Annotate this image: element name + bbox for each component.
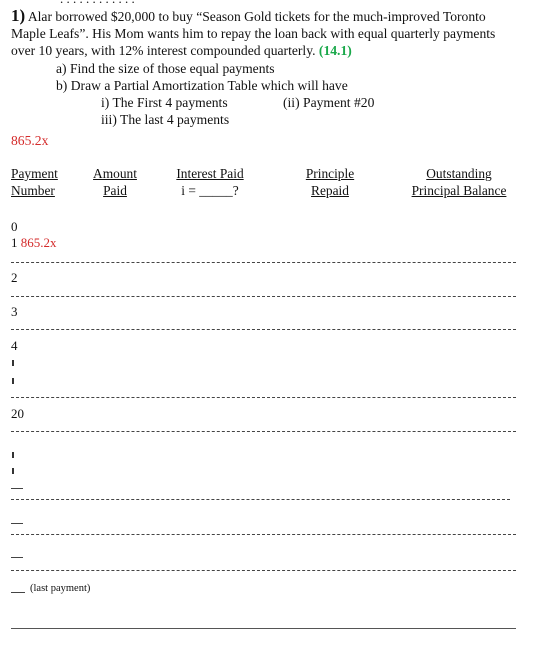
blank-row-number — [11, 592, 25, 593]
section-reference: (14.1) — [318, 43, 352, 58]
row-divider-4 — [11, 397, 516, 398]
row-3-number: 3 — [11, 304, 18, 319]
answer-note: 865.2x — [11, 133, 49, 148]
header-principle-repaid-line1: Principle — [305, 166, 355, 181]
header-principle-repaid — [298, 166, 362, 199]
header-payment-number-line2: Number — [11, 182, 55, 198]
row-20-number: 20 — [11, 406, 24, 421]
table-bottom-rule — [11, 628, 516, 629]
row-1 — [11, 235, 57, 250]
row-divider-3 — [11, 329, 516, 330]
question-text-line3: over 10 years, with 12% interest compounded quarterly. — [11, 43, 316, 58]
ellipsis-dash — [12, 360, 14, 366]
row-divider-blank-1 — [11, 499, 510, 500]
part-b: b) Draw a Partial Amortization Table which will have — [56, 78, 348, 93]
question-line-3 — [11, 42, 352, 59]
header-payment-number-line1: Payment — [11, 166, 58, 181]
header-amount-paid — [88, 166, 142, 199]
blank-row-number — [11, 523, 23, 524]
question-number: 1) — [11, 6, 26, 25]
row-4-number: 4 — [11, 338, 18, 353]
last-payment-label: (last payment) — [30, 583, 91, 594]
blank-row-number — [11, 557, 23, 558]
question-line-1 — [11, 7, 486, 25]
header-payment-number — [11, 166, 58, 199]
part-a: a) Find the size of those equal payments — [56, 61, 275, 76]
header-interest-paid-line1: Interest Paid — [176, 166, 244, 181]
row-1-number: 1 — [11, 235, 18, 250]
header-interest-rate-blank: i = _____? — [181, 182, 239, 198]
header-outstanding-balance — [402, 166, 516, 199]
row-0-number: 0 — [11, 219, 18, 234]
ellipsis-dash — [12, 452, 14, 458]
clipped-previous-line — [0, 0, 559, 4]
header-principle-repaid-line2: Repaid — [311, 182, 349, 198]
row-divider-1 — [11, 262, 516, 263]
row-2-number: 2 — [11, 270, 18, 285]
header-amount-paid-line2: Paid — [103, 182, 127, 198]
ellipsis-dash — [12, 468, 14, 474]
row-divider-blank-2 — [11, 534, 516, 535]
question-text-line2: Maple Leafs”. His Mom wants him to repay the loan back with equal quarterly payments — [11, 26, 496, 41]
row-divider-2 — [11, 296, 516, 297]
sub-part-i: i) The First 4 payments — [101, 95, 228, 110]
header-amount-paid-line1: Amount — [93, 166, 137, 181]
blank-row-number — [11, 488, 23, 489]
row-1-note: 865.2x — [20, 235, 57, 250]
sub-part-ii: (ii) Payment #20 — [283, 95, 375, 110]
sub-part-iii: iii) The last 4 payments — [101, 112, 230, 127]
question-text-line1: Alar borrowed $20,000 to buy “Season Gold tickets for the much-improved Toronto — [27, 9, 486, 24]
ellipsis-dash — [12, 378, 14, 384]
header-interest-paid — [166, 166, 254, 199]
header-outstanding-balance-line1: Outstanding — [426, 166, 492, 181]
header-outstanding-balance-line2: Principal Balance — [411, 182, 507, 198]
row-divider-20 — [11, 431, 516, 432]
row-divider-blank-3 — [11, 570, 516, 571]
